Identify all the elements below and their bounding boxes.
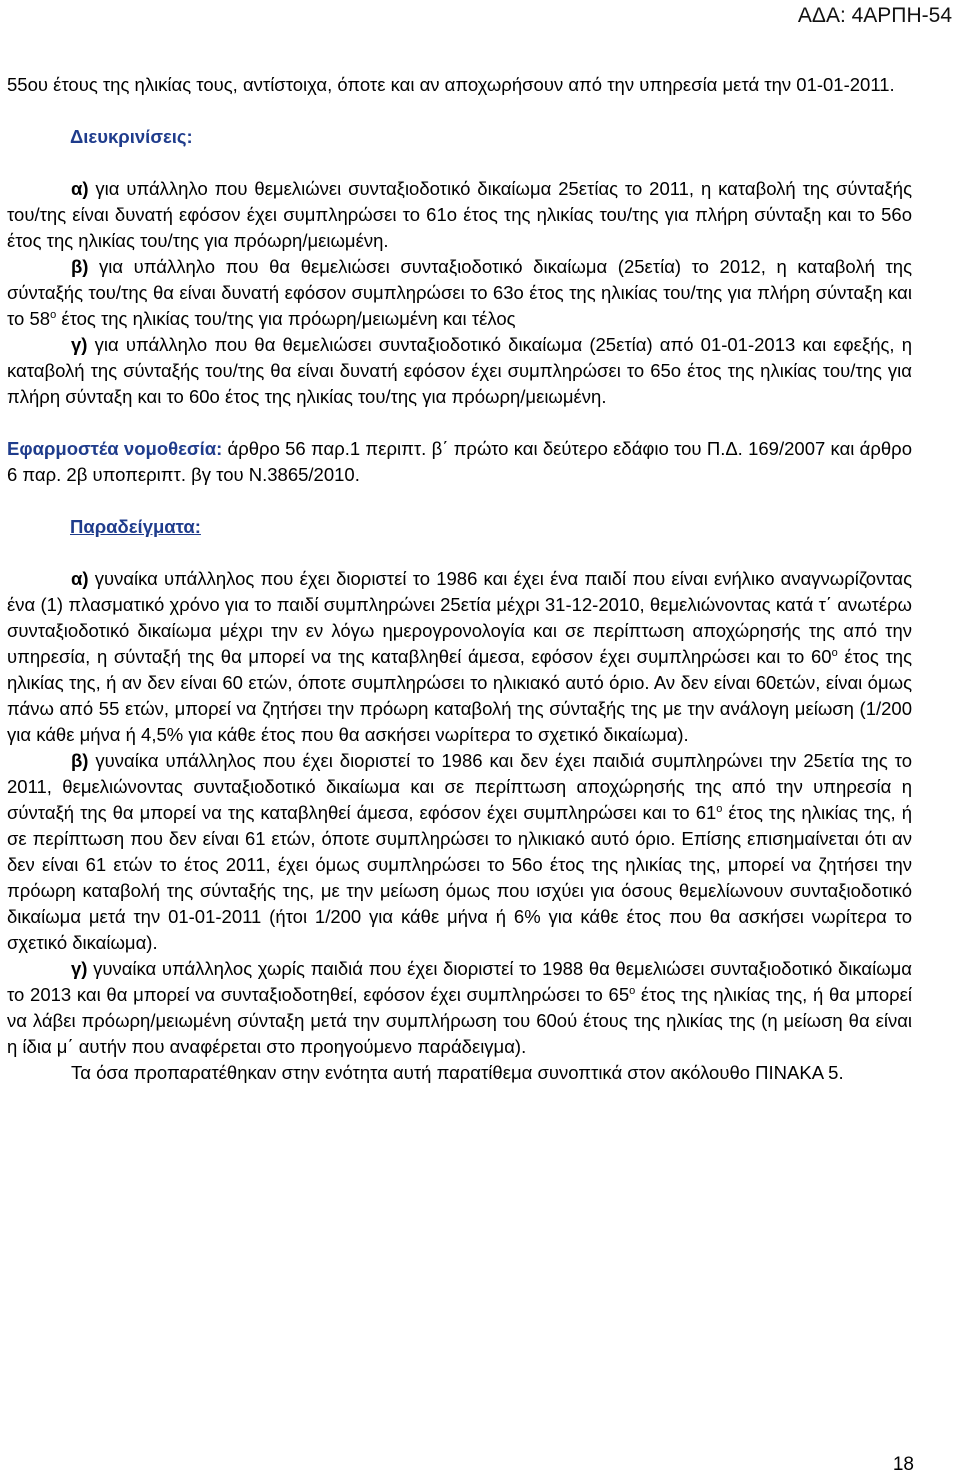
examples-heading: Παραδείγματα: bbox=[70, 516, 201, 537]
clarification-b-superscript: ο bbox=[50, 308, 57, 321]
example-a-superscript: ο bbox=[831, 646, 838, 659]
example-b-text-1: γυναίκα υπάλληλος που έχει διοριστεί το 1986 και δεν έχει παιδιά συμπληρώνει την 25ετία της το 2011, θεμελιώνοντας συνταξιοδοτικό δικαίωμα και σε περίπτωση αποχώρησής της από την υπηρεσία η σύνταξή της θα μπορεί να της καταβληθεί άμεσα, εφόσον έχει συμπληρώσει και το 61 bbox=[7, 750, 912, 823]
clarifications-heading: Διευκρινίσεις: bbox=[70, 126, 193, 147]
example-c-label: γ) bbox=[71, 958, 88, 979]
clarification-b-text-2: έτος της ηλικίας του/της για πρόωρη/μειωμένη και τέλος bbox=[56, 308, 516, 329]
paragraph-intro: 55ου έτους της ηλικίας τους, αντίστοιχα, όποτε και αν αποχωρήσουν από την υπηρεσία μετά την 01-01-2011. bbox=[7, 74, 895, 95]
legislation-text: άρθρο 56 παρ.1 περιπτ. β΄ πρώτο και δεύτερο εδάφιο του Π.Δ. 169/2007 και άρθρο 6 παρ. 2β υποπεριπτ. βγ του Ν.3865/2010. bbox=[7, 438, 912, 485]
example-b-superscript: ο bbox=[716, 802, 723, 815]
example-a bbox=[7, 566, 912, 748]
example-b bbox=[7, 748, 912, 956]
example-a-label: α) bbox=[71, 568, 89, 589]
clarification-b-text-1: για υπάλληλο που θα θεμελιώσει συνταξιοδοτικό δικαίωμα (25ετία) το 2012, η καταβολή της σύνταξής του/της θα είναι δυνατή εφόσον συμπληρώσει το 63ο έτος της ηλικίας του/της για πλήρη σύνταξη και το 58 bbox=[7, 256, 912, 329]
clarification-a-label: α) bbox=[71, 178, 89, 199]
ada-code: ΑΔΑ: 4ΑΡΠΗ-54 bbox=[797, 4, 952, 27]
example-a-text-2: έτος της ηλικίας της, ή αν δεν είναι 60 ετών, όποτε συμπληρώσει το ηλικιακό αυτό όριο. Αν δεν είναι 60ετών, είναι όμως πάνω από 55 ετών, μπορεί να ζητήσει την πρόωρη καταβολή της σύνταξής της με την ανάλογη μείωση (1/200 για κάθε μήνα ή 4,5% για κάθε έτος που θα ασκήσει νωρίτερα το σχετικό δικαίωμα). bbox=[7, 646, 912, 745]
page-number: 18 bbox=[892, 1454, 914, 1475]
clarification-c-label: γ) bbox=[71, 334, 88, 355]
example-a-text-1: γυναίκα υπάλληλος που έχει διοριστεί το 1986 και έχει ένα παιδί που είναι ενήλικο αναγνωρίζοντας ένα (1) πλασματικό χρόνο για το παιδί συμπληρώνει 25ετία μέχρι 31-12-2010, θεμελιώνοντας κατά τ΄ ανωτέρω συνταξιοδοτικό δικαίωμα μέχρι την εν λόγω ημερογρονολογία και σε περίπτωση αποχώρησής της από την υπηρεσία, η σύνταξή της θα μπορεί να της καταβληθεί άμεσα, εφόσον έχει συμπληρώσει και το 60 bbox=[7, 568, 912, 667]
example-c-text-1: γυναίκα υπάλληλος χωρίς παιδιά που έχει διοριστεί το 1988 θα θεμελιώσει συνταξιοδοτικό δικαίωμα το 2013 και θα μπορεί να συνταξιοδοτηθεί, εφόσον έχει συμπληρώσει το 65 bbox=[7, 958, 912, 1005]
legislation-label: Εφαρμοστέα νομοθεσία: bbox=[7, 438, 223, 459]
example-b-text-2: έτος της ηλικίας της, ή σε περίπτωση που δεν είναι 61 ετών, όποτε συμπληρώσει το ηλικιακό αυτό όριο. Επίσης επισημαίνεται ότι αν δεν είναι 61 ετών το έτος 2011, έχει όμως συμπληρώσει το 56ο έτος της ηλικίας της, μπορεί να ζητήσει την πρόωρη καταβολή της σύνταξής της, με την μείωση όμως που ισχύει για όσους θεμελίωνουν συνταξιοδοτικό δικαίωμα μετά την 01-01-2011 (ήτοι 1/200 για κάθε μήνα ή 6% για κάθε έτος που θα ασκήσει νωρίτερα το σχετικό δικαίωμα). bbox=[7, 802, 912, 953]
example-c-superscript: ο bbox=[629, 984, 636, 997]
clarification-c-text: για υπάλληλο που θα θεμελιώσει συνταξιοδοτικό δικαίωμα (25ετία) από 01-01-2013 και εφεξής, η καταβολή της σύνταξής του/της θα είναι δυνατή εφόσον έχει συμπληρώσει το 65ο έτος της ηλικίας του/της για πλήρη σύνταξη και το 60ο έτος της ηλικίας του/της για πρόωρη/μειωμένη. bbox=[7, 334, 912, 407]
clarification-a bbox=[7, 176, 912, 254]
document-body bbox=[7, 72, 912, 1086]
example-c-text-2: έτος της ηλικίας της, ή θα μπορεί να λάβει πρόωρη/μειωμένη σύνταξη μετά την συμπλήρωση του 60ού έτους της ηλικίας της (η μείωση θα είναι η ίδια μ΄ αυτήν που αναφέρεται στο προηγούμενο παράδειγμα). bbox=[7, 984, 912, 1057]
example-c bbox=[7, 956, 912, 1060]
closing-paragraph: Τα όσα προπαρατέθηκαν στην ενότητα αυτή παρατίθεμα συνοπτικά στον ακόλουθο ΠΙΝΑΚΑ 5. bbox=[71, 1062, 844, 1083]
clarification-b bbox=[7, 254, 912, 332]
clarification-b-label: β) bbox=[71, 256, 89, 277]
legislation-paragraph bbox=[7, 436, 912, 488]
clarification-c bbox=[7, 332, 912, 410]
clarification-a-text: για υπάλληλο που θεμελιώνει συνταξιοδοτικό δικαίωμα 25ετίας το 2011, η καταβολή της σύνταξής του/της είναι δυνατή εφόσον έχει συμπληρώσει το 61ο έτος της ηλικίας του/της για πλήρη σύνταξη και το 56ο έτος της ηλικίας του/της για πρόωρη/μειωμένη. bbox=[7, 178, 912, 251]
example-b-label: β) bbox=[71, 750, 89, 771]
